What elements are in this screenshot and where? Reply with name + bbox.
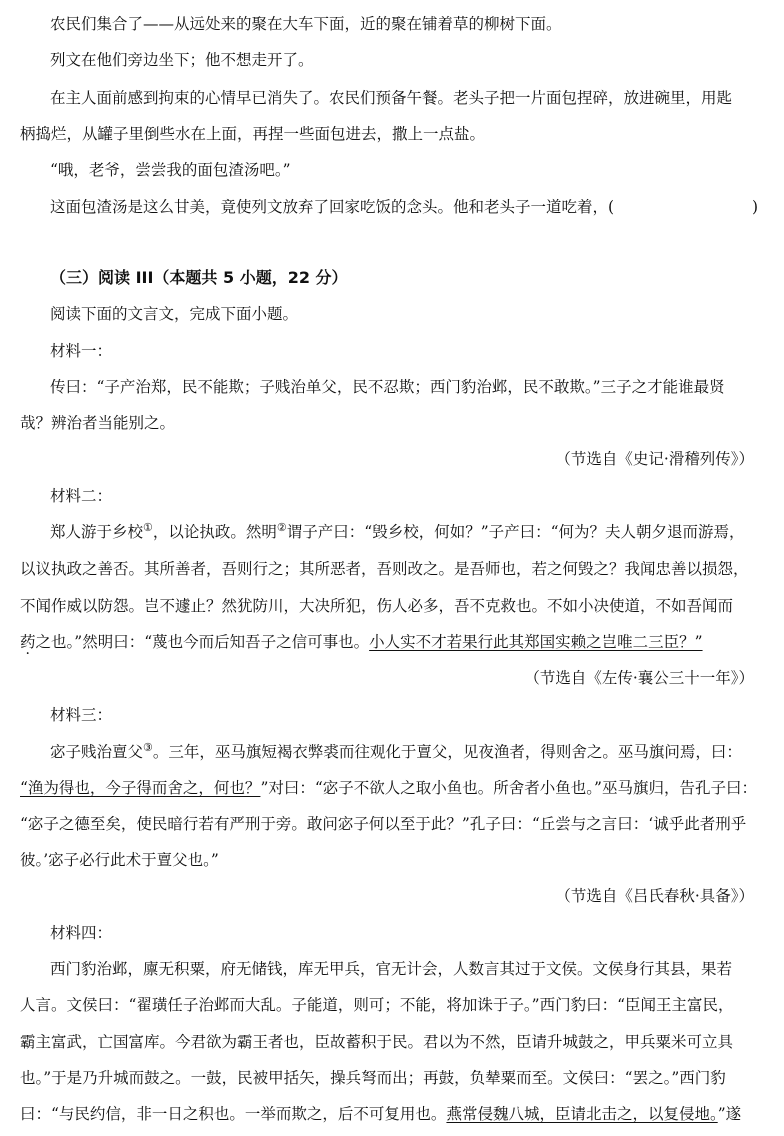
material-2-line-4 xyxy=(20,631,703,653)
m4-text-b: ”遂 xyxy=(717,1105,742,1123)
material-4-label: 材料四： xyxy=(50,924,113,942)
material-1-line-2: 哉？辨治者当能别之。 xyxy=(20,414,176,432)
intro-line-6: 这面包渣汤是这么甘美，竟使列文放弃了回家吃饭的念头。他和老头子一道吃着，( xyxy=(50,198,615,216)
material-4-line-1: 西门豹治邺，廪无积粟，府无储钱，库无甲兵，官无计会，人数言其过于文侯。文侯身行其县，果若 xyxy=(50,960,733,978)
intro-line-2: 列文在他们旁边坐下；他不想走开了。 xyxy=(50,51,314,69)
material-1-line-1: 传曰：“子产治郑，民不能欺；子贱治单父，民不忍欺；西门豹治邺，民不敢欺。”三子之才能谁最贤 xyxy=(50,378,725,396)
section-title: （三）阅读 III（本题共 5 小题，22 分） xyxy=(50,268,348,287)
material-3-line-1 xyxy=(50,741,742,763)
material-2-line-2: 以议执政之善否。其所善者，吾则行之；其所恶者，吾则改之。是吾师也，若之何毁之？我闻忠善以损怨， xyxy=(20,560,749,578)
m2-text-d: 之也。”然明曰：“蔑也今而后知吾子之信可事也。 xyxy=(35,633,370,651)
intro-line-3: 在主人面前感到拘束的心情早已消失了。农民们预备午餐。老头子把一片面包捏碎，放进碗里，用匙 xyxy=(50,89,733,107)
material-4-line-2: 人言。文侯曰：“翟璜任子治邺而大乱。子能道，则可；不能，将加诛于子。”西门豹曰：“臣闻王主富民， xyxy=(20,996,734,1014)
material-3-label: 材料三： xyxy=(50,706,113,724)
underlined-sentence-3: 燕常侵魏八城，臣请北击之，以复侵地。 xyxy=(446,1105,718,1123)
material-1-source: （节选自《史记·滑稽列传》） xyxy=(555,450,754,468)
footnote-marker-3: ③ xyxy=(143,740,153,754)
intro-line-4: 柄捣烂，从罐子里倒些水在上面，再捏一些面包进去，撒上一点盐。 xyxy=(20,125,486,143)
material-4-line-5 xyxy=(20,1103,741,1125)
intro-line-5: “哦，老爷，尝尝我的面包渣汤吧。” xyxy=(50,161,291,179)
material-1-label: 材料一： xyxy=(50,342,113,360)
dotted-char-yao: 药 xyxy=(20,633,36,651)
underlined-sentence-1: 小人实不才若果行此其郑国实赖之岂唯二三臣？” xyxy=(369,633,703,651)
material-3-line-4: 彼。’宓子必行此术于亶父也。” xyxy=(20,851,219,869)
answer-blank-close: ) xyxy=(752,198,759,216)
material-4-line-4: 也。”于是乃升城而鼓之。一鼓，民被甲括矢，操兵弩而出；再鼓，负辇粟而至。文侯曰：“罢之。”西门豹 xyxy=(20,1069,726,1087)
footnote-marker-1: ① xyxy=(143,520,153,534)
m3-text-c: ”对曰：“宓子不欲人之取小鱼也。所舍者小鱼也。”巫马旗归，告孔子曰： xyxy=(260,779,757,797)
material-2-line-3: 不闻作威以防怨。岂不遽止？然犹防川，大决所犯，伤人必多，吾不克救也。不如小决使道，不如吾闻而 xyxy=(20,597,734,615)
material-3-line-3: “宓子之德至矣，使民暗行若有严刑于旁。敢问宓子何以至于此？”孔子曰：“丘尝与之言曰：‘诚乎此者刑乎 xyxy=(20,815,747,833)
intro-line-1: 农民们集合了——从远处来的聚在大车下面，近的聚在铺着草的柳树下面。 xyxy=(50,15,562,33)
m4-text-a: 曰：“与民约信，非一日之积也。一举而欺之，后不可复用也。 xyxy=(20,1105,447,1123)
footnote-marker-2: ② xyxy=(276,520,287,534)
material-2-source: （节选自《左传·襄公三十一年》） xyxy=(524,669,754,687)
m2-text-c: 谓子产曰：“毁乡校，何如？”子产曰：“何为？夫人朝夕退而游焉， xyxy=(286,523,745,541)
material-2-label: 材料二： xyxy=(50,487,113,505)
instruction: 阅读下面的文言文，完成下面小题。 xyxy=(50,305,299,323)
underlined-sentence-2: “渔为得也，今子得而舍之，何也？ xyxy=(20,779,261,797)
material-3-line-2 xyxy=(20,777,757,799)
m2-text-b: ，以论执政。然明 xyxy=(152,523,277,541)
material-3-source: （节选自《吕氏春秋·具备》） xyxy=(555,887,754,905)
m3-text-a: 宓子贱治亶父 xyxy=(50,743,144,761)
m3-text-b: 。三年，巫马旗短褐衣弊裘而往观化于亶父，见夜渔者，得则舍之。巫马旗问焉，曰： xyxy=(152,743,742,761)
material-4-line-3: 霸主富武，亡国富库。今君欲为霸王者也，臣故蓄积于民。君以为不然，臣请升城鼓之，甲兵粟米可立具 xyxy=(20,1033,734,1051)
m2-text-a: 郑人游于乡校 xyxy=(50,523,144,541)
material-2-line-1 xyxy=(50,521,745,543)
